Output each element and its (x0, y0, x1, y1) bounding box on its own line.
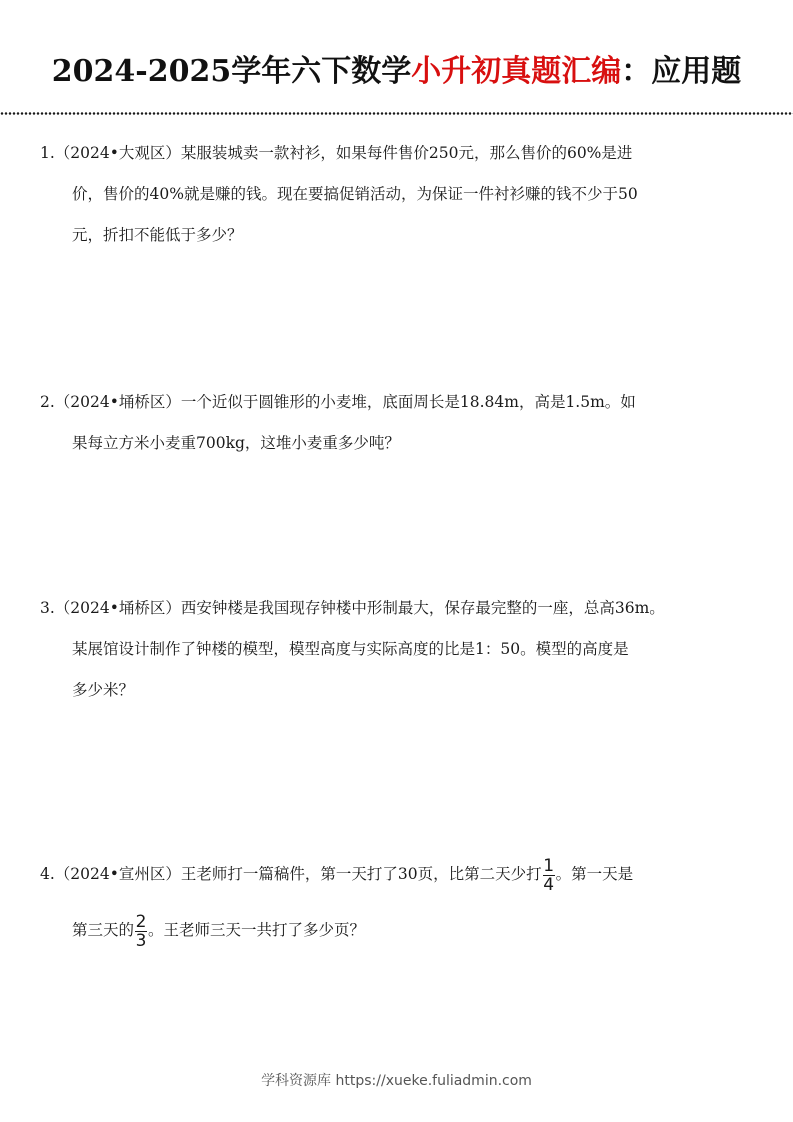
question-4-text-a: 4.（2024•宣州区）王老师打一篇稿件，第一天打了30页，比第二天少打 (40, 865, 542, 883)
question-2-line-2: 果每立方米小麦重700kg，这堆小麦重多少吨？ (72, 434, 400, 452)
fraction-denominator: 3 (135, 930, 147, 951)
question-2-line-1: 2.（2024•埇桥区）一个近似于圆锥形的小麦堆，底面周长是18.84m，高是1.5m。如 (40, 393, 636, 411)
title-part1: 2024-2025学年六下数学 (51, 54, 412, 89)
fraction-two-thirds (135, 913, 147, 950)
question-1-line-1: 1.（2024•大观区）某服装城卖一款衬衫，如果每件售价250元，那么售价的60%是进 (40, 144, 633, 162)
question-4-line-2 (40, 902, 760, 958)
title-part2: ：应用题 (621, 54, 742, 89)
fraction-one-quarter (543, 857, 555, 894)
question-4 (40, 846, 760, 958)
question-4-text-b: 。第一天是 (555, 865, 634, 883)
question-3-line-2: 某展馆设计制作了钟楼的模型，模型高度与实际高度的比是1：50。模型的高度是 (72, 640, 629, 658)
footer-watermark: 学科资源库 https://xueke.fuliadmin.com (261, 1073, 532, 1089)
question-4-text-d: 。王老师三天一共打了多少页？ (148, 921, 366, 939)
fraction-denominator: 4 (543, 874, 555, 895)
page-title (0, 50, 793, 94)
question-1-line-3: 元，折扣不能低于多少？ (72, 226, 243, 244)
question-3-line-3: 多少米？ (72, 681, 135, 699)
fraction-numerator: 2 (135, 911, 147, 932)
question-1 (40, 133, 760, 256)
question-1-line-2: 价，售价的40%就是赚的钱。现在要搞促销活动，为保证一件衬衫赚的钱不少于50 (72, 185, 638, 203)
fraction-numerator: 1 (543, 855, 555, 876)
title-highlight: 小升初真题汇编 (411, 54, 622, 89)
question-4-text-c: 第三天的 (72, 921, 135, 939)
question-3 (40, 588, 760, 711)
question-4-line-1 (40, 846, 760, 902)
question-2 (40, 382, 760, 464)
dotted-divider (0, 111, 793, 116)
question-3-line-1: 3.（2024•埇桥区）西安钟楼是我国现存钟楼中形制最大，保存最完整的一座，总高36m。 (40, 599, 665, 617)
